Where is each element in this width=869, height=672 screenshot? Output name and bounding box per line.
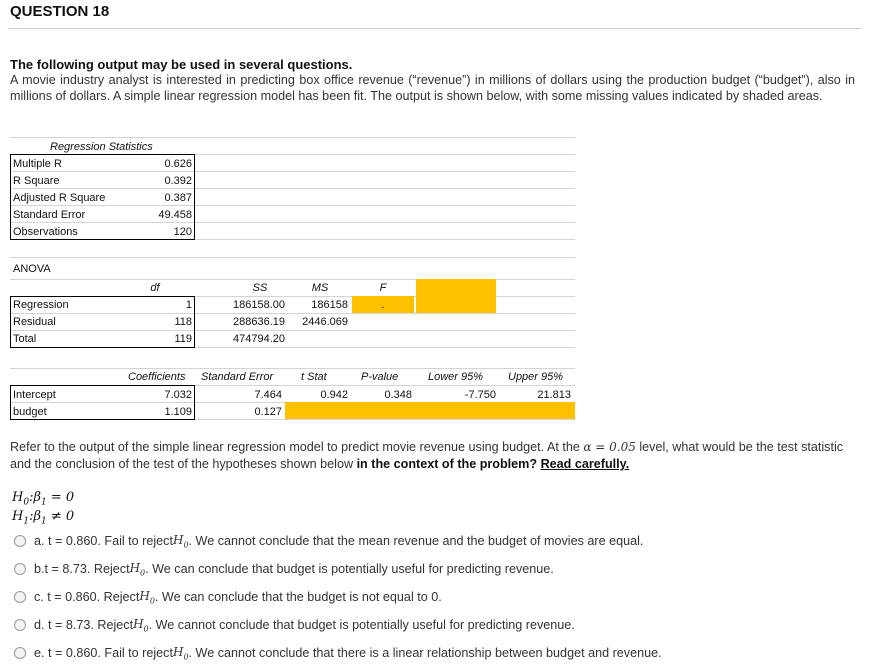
coef-lo: -7.750 bbox=[464, 389, 496, 401]
coef-hi: 21.813 bbox=[537, 389, 571, 401]
stat-label: Standard Error bbox=[13, 209, 86, 221]
anova-f: . bbox=[381, 299, 385, 311]
null-hypothesis: $H_0:\beta_1 = 0$ bbox=[12, 490, 75, 508]
coef-header-se: Standard Error bbox=[201, 371, 274, 383]
stat-label: Multiple R bbox=[13, 158, 62, 170]
anova-title: ANOVA bbox=[13, 263, 51, 275]
intro-title: The following output may be used in several questions. bbox=[10, 57, 353, 72]
anova-header-df: df bbox=[150, 282, 160, 294]
answer-option-b[interactable]: b. t = 8.73. Reject $H_0$ . We can conclude that budget is potentially useful for predicting revenue. bbox=[14, 560, 554, 578]
stat-value: 0.392 bbox=[164, 175, 192, 187]
missing-shaded-cell bbox=[416, 296, 496, 313]
coef-header-p: P-value bbox=[361, 371, 399, 383]
anova-df: 1 bbox=[185, 299, 192, 311]
missing-shaded-cell bbox=[416, 279, 496, 296]
anova-ss: 288636.19 bbox=[233, 316, 285, 328]
radio-button[interactable] bbox=[14, 563, 26, 575]
question-prompt bbox=[10, 439, 860, 473]
question-header: QUESTION 18 bbox=[10, 3, 110, 20]
coef-se: 0.127 bbox=[254, 406, 282, 418]
coef-header-t: t Stat bbox=[301, 371, 327, 383]
intro-body: A movie industry analyst is interested in predicting box office revenue (“revenue”) in millions of dollars using the production budget (“budget”), also in millions of dollars. A simple linear regression model has been fit. The output is shown below, with some missing values indicated by shaded areas. bbox=[10, 73, 855, 103]
radio-button[interactable] bbox=[14, 535, 26, 547]
anova-ss: 186158.00 bbox=[233, 299, 285, 311]
anova-row-label: Total bbox=[13, 333, 37, 345]
prompt-text-a: Refer to the output of the simple linear regression model to predict movie revenue using budget. At the bbox=[10, 440, 584, 454]
stat-value: 120 bbox=[173, 226, 192, 238]
coef-header-hi: Upper 95% bbox=[508, 371, 564, 383]
anova-row-label: Regression bbox=[13, 299, 69, 311]
prompt-bold: in the context of the problem? bbox=[356, 457, 538, 471]
coef-se: 7.464 bbox=[254, 389, 282, 401]
stat-label: R Square bbox=[13, 175, 60, 187]
stat-label: Observations bbox=[13, 226, 78, 238]
coef-p: 0.348 bbox=[384, 389, 412, 401]
anova-ms: 2446.069 bbox=[302, 316, 348, 328]
coef-header-lo: Lower 95% bbox=[428, 371, 484, 383]
radio-button[interactable] bbox=[14, 647, 26, 659]
coef-value: 1.109 bbox=[164, 406, 192, 418]
anova-ms: 186158 bbox=[311, 299, 348, 311]
missing-shaded-cell bbox=[285, 402, 575, 419]
anova-header-ms: MS bbox=[311, 282, 329, 294]
coef-header-coef: Coefficients bbox=[128, 371, 186, 383]
answer-option-c[interactable]: c. t = 0.860. Reject $H_0$ . We can conclude that the budget is not equal to 0. bbox=[14, 588, 442, 606]
stat-label: Adjusted R Square bbox=[13, 192, 106, 204]
radio-button[interactable] bbox=[14, 619, 26, 631]
anova-row-label: Residual bbox=[13, 316, 56, 328]
coef-row-label: Intercept bbox=[13, 389, 56, 401]
stat-value: 0.626 bbox=[164, 158, 192, 170]
stat-value: 49.458 bbox=[158, 209, 192, 221]
coef-t: 0.942 bbox=[320, 389, 348, 401]
answer-option-e[interactable]: e. t = 0.860. Fail to reject $H_0$ . We cannot conclude that there is a linear relationship between budget and revenue. bbox=[14, 644, 662, 662]
anova-header-ss: SS bbox=[252, 282, 268, 294]
radio-button[interactable] bbox=[14, 591, 26, 603]
alpha-expression: α = 0.05 bbox=[583, 440, 636, 454]
alternative-hypothesis: $H_1:\beta_1 \ne 0$ bbox=[12, 509, 75, 527]
coef-row-label: budget bbox=[13, 406, 47, 418]
coef-value: 7.032 bbox=[164, 389, 192, 401]
regression-stats-title: Regression Statistics bbox=[50, 141, 153, 153]
answer-option-a[interactable]: a. t = 0.860. Fail to reject $H_0$ . We cannot conclude that the mean revenue and the budget of movies are equal. bbox=[14, 532, 643, 550]
read-carefully: Read carefully. bbox=[540, 457, 630, 471]
answer-option-d[interactable]: d. t = 8.73. Reject $H_0$ . We cannot conclude that budget is potentially useful for predicting revenue. bbox=[14, 616, 575, 634]
anova-ss: 474794.20 bbox=[233, 333, 285, 345]
anova-header-f: F bbox=[379, 282, 387, 294]
prompt-text-b: level, what would be the test statistic and the conclusion of the test of the hypotheses shown below bbox=[10, 440, 844, 471]
anova-df: 119 bbox=[174, 333, 192, 345]
anova-df: 118 bbox=[174, 316, 192, 328]
stat-value: 0.387 bbox=[164, 192, 192, 204]
